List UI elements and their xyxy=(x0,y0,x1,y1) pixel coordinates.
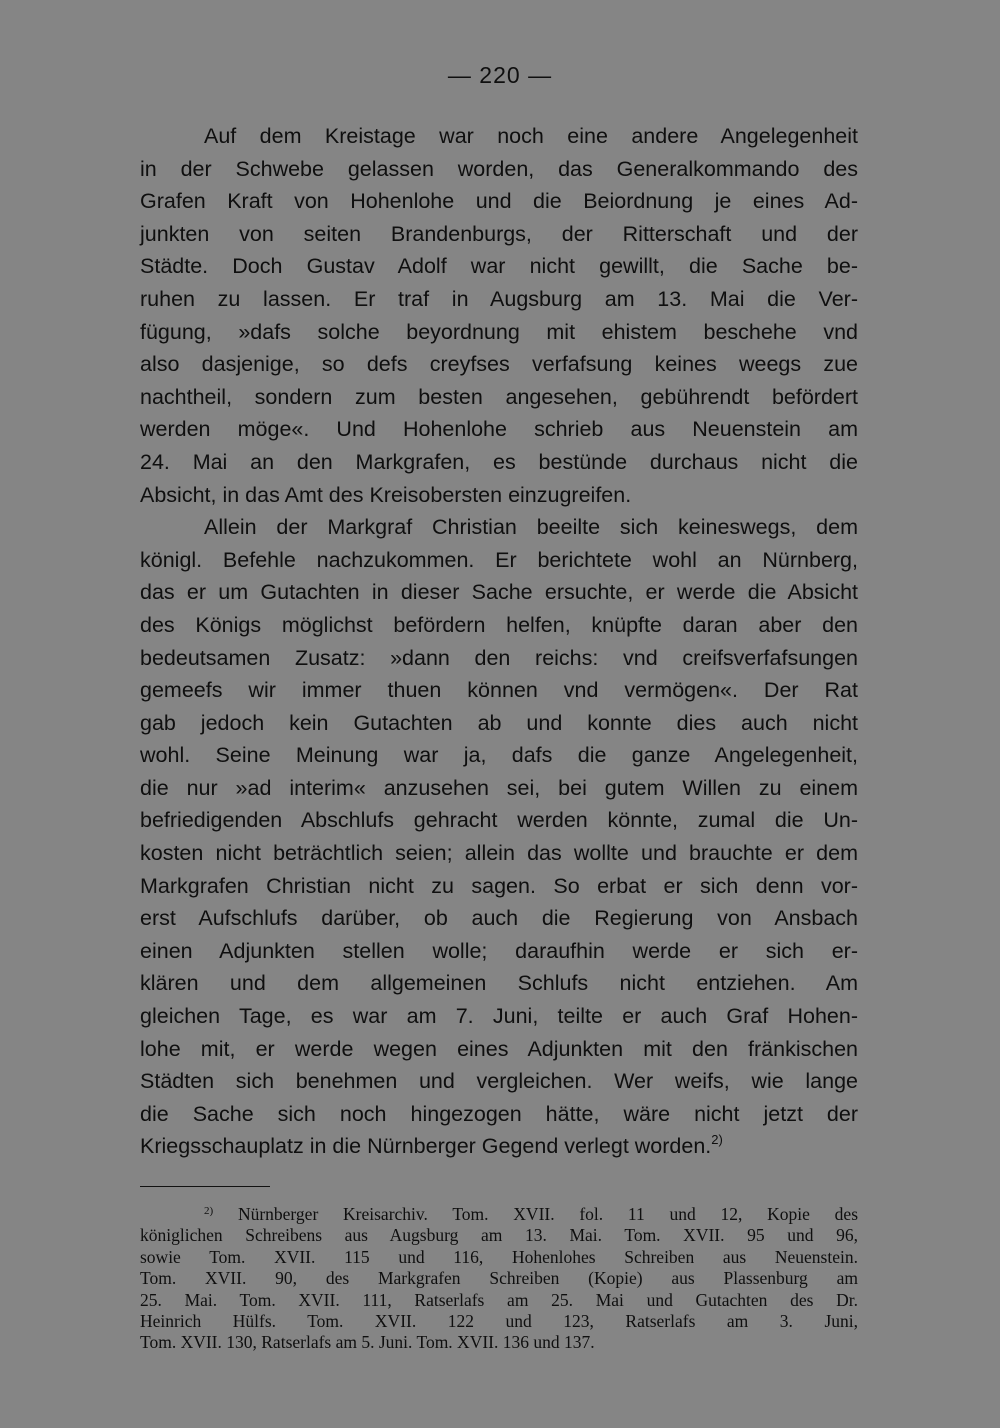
text-line: in der Schwebe gelassen worden, das Generalkommando des xyxy=(140,156,858,181)
text-line: gab jedoch kein Gutachten ab und konnte dies auch nicht xyxy=(140,710,858,735)
footnote-line: Tom. XVII. 90, des Markgrafen Schreiben (Kopie) aus Plassenburg am xyxy=(140,1268,858,1289)
footnote-line: Heinrich Hülfs. Tom. XVII. 122 und 123, Ratserlafs am 3. Juni, xyxy=(140,1310,858,1331)
text-line: königl. Befehle nachzukommen. Er berichtete wohl an Nürnberg, xyxy=(140,547,858,572)
footnote-line: Tom. XVII. 130, Ratserlafs am 5. Juni. Tom. XVII. 136 und 137. xyxy=(140,1332,595,1353)
text-line: das er um Gutachten in dieser Sache ersuchte, er werde die Absicht xyxy=(140,580,858,605)
footnote-line: sowie Tom. XVII. 115 und 116, Hohenlohes Schreiben aus Neuenstein. xyxy=(140,1246,858,1267)
text-line: Absicht, in das Amt des Kreisobersten einzugreifen. xyxy=(140,482,632,507)
text-line: Markgrafen Christian nicht zu sagen. So erbat er sich denn vor- xyxy=(140,873,858,898)
footnote-reference[interactable]: 2) xyxy=(711,1132,723,1148)
text-line: die Sache sich noch hingezogen hätte, wäre nicht jetzt der xyxy=(140,1101,858,1126)
text-line: junkten von seiten Brandenburgs, der Ritterschaft und der xyxy=(140,221,858,246)
text-line: erst Aufschlufs darüber, ob auch die Regierung von Ansbach xyxy=(140,906,858,931)
text-line-content: Kriegsschauplatz in die Nürnberger Gegend verlegt worden. xyxy=(140,1134,712,1159)
footnote-line-content: Nürnberger Kreisarchiv. Tom. XVII. fol. 11 und 12, Kopie des xyxy=(237,1204,859,1224)
footnote-block xyxy=(140,1204,858,1354)
text-line xyxy=(140,1130,858,1163)
text-line: gleichen Tage, es war am 7. Juni, teilte er auch Graf Hohen- xyxy=(140,1004,858,1029)
text-line: befriedigenden Abschlufs gehracht werden könnte, zumal die Un- xyxy=(140,808,858,833)
text-line: also dasjenige, so defs creyfses verfafsung keines weegs zue xyxy=(140,352,858,377)
footnote-line: 25. Mai. Tom. XVII. 111, Ratserlafs am 25. Mai und Gutachten des Dr. xyxy=(140,1289,858,1310)
text-line: wohl. Seine Meinung war ja, dafs die ganze Angelegenheit, xyxy=(140,743,858,768)
text-line: werden möge«. Und Hohenlohe schrieb aus Neuenstein am xyxy=(140,417,858,442)
text-line: Allein der Markgraf Christian beeilte sich keineswegs, dem xyxy=(204,515,858,540)
text-line: Städten sich benehmen und vergleichen. Wer weifs, wie lange xyxy=(140,1069,858,1094)
footnote-marker: 2) xyxy=(204,1205,214,1217)
text-line: einen Adjunkten stellen wolle; daraufhin werde er sich er- xyxy=(140,938,858,963)
text-line: 24. Mai an den Markgrafen, es bestünde durchaus nicht die xyxy=(140,449,858,474)
footnote-line xyxy=(140,1204,858,1225)
text-line: Grafen Kraft von Hohenlohe und die Beiordnung je eines Ad- xyxy=(140,189,858,214)
text-line: nachtheil, sondern zum besten angesehen, gebührendt befördert xyxy=(140,384,858,409)
text-line: des Königs möglichst befördern helfen, knüpfte daran aber den xyxy=(140,612,858,637)
text-line: ruhen zu lassen. Er traf in Augsburg am 13. Mai die Ver- xyxy=(140,286,858,311)
page-number: — 220 — xyxy=(447,62,553,88)
main-text xyxy=(140,120,858,1163)
text-line: Auf dem Kreistage war noch eine andere Angelegenheit xyxy=(204,124,858,148)
text-line: lohe mit, er werde wegen eines Adjunkten mit den fränkischen xyxy=(140,1036,858,1061)
footnote-separator xyxy=(140,1186,270,1187)
text-line: klären und dem allgemeinen Schlufs nicht entziehen. Am xyxy=(140,971,858,996)
text-line: gemeefs wir immer thuen können vnd vermögen«. Der Rat xyxy=(140,678,858,703)
text-line: fügung, »dafs solche beyordnung mit ehistem beschehe vnd xyxy=(140,319,858,344)
text-line: kosten nicht beträchtlich seien; allein das wollte und brauchte er dem xyxy=(140,841,858,866)
text-line: die nur »ad interim« anzusehen sei, bei gutem Willen zu einem xyxy=(140,775,858,800)
text-line: Städte. Doch Gustav Adolf war nicht gewillt, die Sache be- xyxy=(140,254,858,279)
text-line: bedeutsamen Zusatz: »dann den reichs: vnd creifsverfafsungen xyxy=(140,645,858,670)
footnote-line: königlichen Schreibens aus Augsburg am 13. Mai. Tom. XVII. 95 und 96, xyxy=(140,1225,858,1246)
